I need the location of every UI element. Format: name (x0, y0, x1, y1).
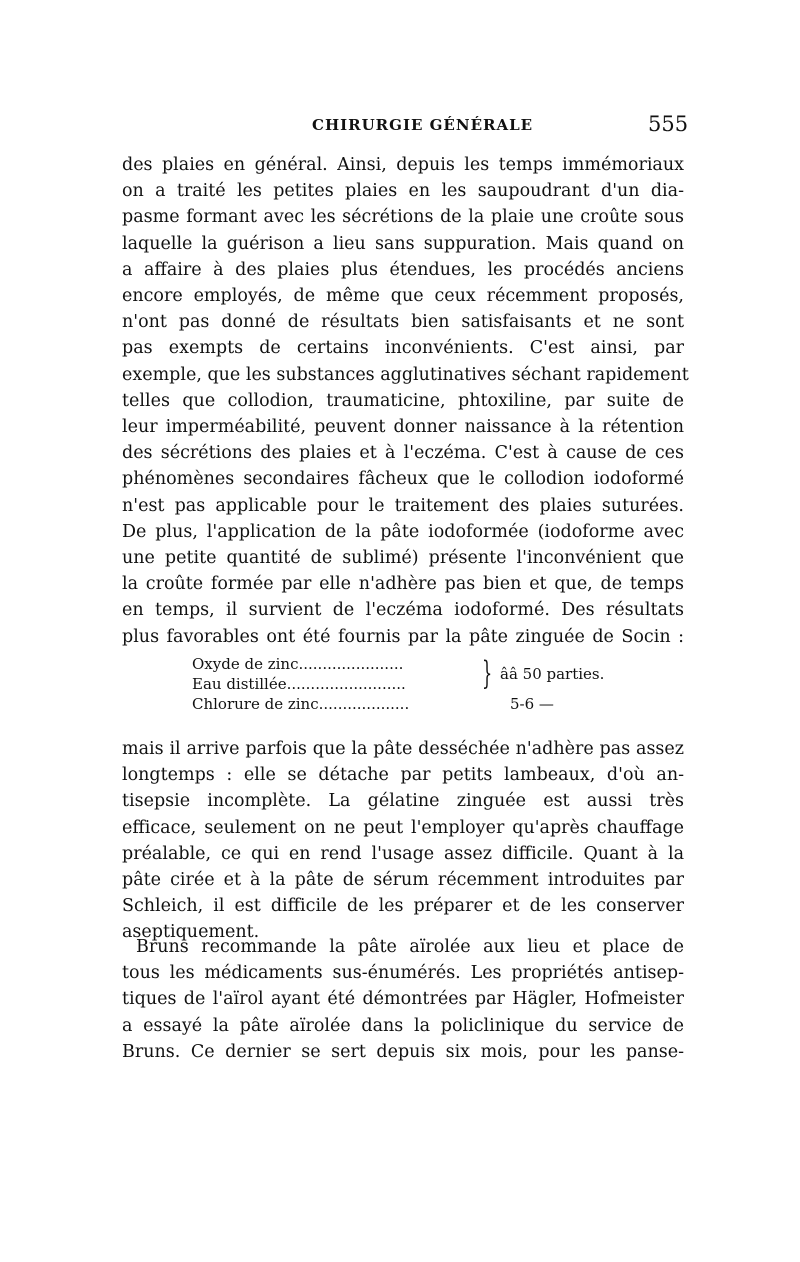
formula-block (192, 654, 642, 714)
brace-symbol: } (482, 654, 493, 692)
text-line: a affaire à des plaies plus étendues, les procédés anciens (122, 259, 684, 280)
text-line: Schleich, il est difficile de les préparer et de les conserver (122, 896, 684, 917)
formula-row (192, 694, 642, 714)
text-line: tiques de l'aïrol ayant été démontrées par Hägler, Hofmeister (122, 989, 684, 1010)
text-line: Bruns recommande la pâte aïrolée aux lieu et place de (136, 937, 684, 957)
ingredient-zinc-oxide: Oxyde de zinc...................... (192, 655, 404, 673)
text-line: laquelle la guérison a lieu sans suppuration. Mais quand on (122, 233, 684, 254)
text-line: la croûte formée par elle n'adhère pas bien et que, de temps (122, 574, 684, 595)
ingredient-zinc-chloride: Chlorure de zinc................... (192, 695, 410, 713)
running-title: CHIRURGIE GÉNÉRALE (312, 116, 534, 134)
text-line: plus favorables ont été fournis par la pâte zinguée de Socin : (122, 626, 684, 647)
paragraph-3 (122, 934, 684, 1065)
paragraph-1 (122, 152, 689, 650)
text-line: leur imperméabilité, peuvent donner naissance à la rétention (122, 417, 684, 438)
text-line: telles que collodion, traumaticine, phtoxiline, par suite de (122, 390, 684, 411)
text-line: exemple, que les substances agglutinatives séchant rapidement (122, 364, 689, 385)
text-line: des plaies en général. Ainsi, depuis les temps immémoriaux (122, 155, 684, 175)
text-line: pas exempts de certains inconvénients. C'est ainsi, par (122, 338, 684, 359)
text-line: pasme formant avec les sécrétions de la plaie une croûte sous (122, 207, 684, 228)
paragraph-2 (122, 736, 684, 946)
text-line: encore employés, de même que ceux récemment proposés, (122, 286, 684, 307)
ingredient-distilled-water: Eau distillée......................... (192, 675, 406, 693)
formula-row (192, 654, 642, 694)
text-line: tisepsie incomplète. La gélatine zinguée est aussi très (122, 791, 684, 812)
shared-quantity: ââ 50 parties. (500, 665, 605, 683)
page-number: 555 (648, 112, 689, 136)
text-line: tous les médicaments sus-énumérés. Les propriétés antisep- (122, 963, 684, 984)
text-line: a essayé la pâte aïrolée dans la policlinique du service de (122, 1015, 684, 1036)
text-line: préalable, ce qui en rend l'usage assez difficile. Quant à la (122, 843, 684, 864)
text-line: phénomènes secondaires fâcheux que le collodion iodoformé (122, 469, 684, 490)
text-line: Bruns. Ce dernier se sert depuis six mois, pour les panse- (122, 1041, 684, 1062)
text-line: mais il arrive parfois que la pâte desséchée n'adhère pas assez (122, 739, 684, 759)
text-line: en temps, il survient de l'eczéma iodoformé. Des résultats (122, 600, 684, 621)
text-line: De plus, l'application de la pâte iodoformée (iodoforme avec (122, 521, 684, 542)
text-line: on a traité les petites plaies en les saupoudrant d'un dia- (122, 181, 684, 202)
quantity-zinc-chloride: 5-6 — (510, 695, 554, 713)
text-line: aseptiquement. (122, 922, 260, 943)
text-line: une petite quantité de sublimé) présente l'inconvénient que (122, 548, 684, 569)
text-line: longtemps : elle se détache par petits lambeaux, d'où an- (122, 765, 684, 786)
text-line: pâte cirée et à la pâte de sérum récemment introduites par (122, 870, 684, 891)
text-line: n'est pas applicable pour le traitement des plaies suturées. (122, 495, 684, 516)
text-line: des sécrétions des plaies et à l'eczéma. C'est à cause de ces (122, 443, 684, 464)
text-line: n'ont pas donné de résultats bien satisfaisants et ne sont (122, 312, 684, 333)
text-line: efficace, seulement on ne peut l'employer qu'après chauffage (122, 817, 684, 838)
